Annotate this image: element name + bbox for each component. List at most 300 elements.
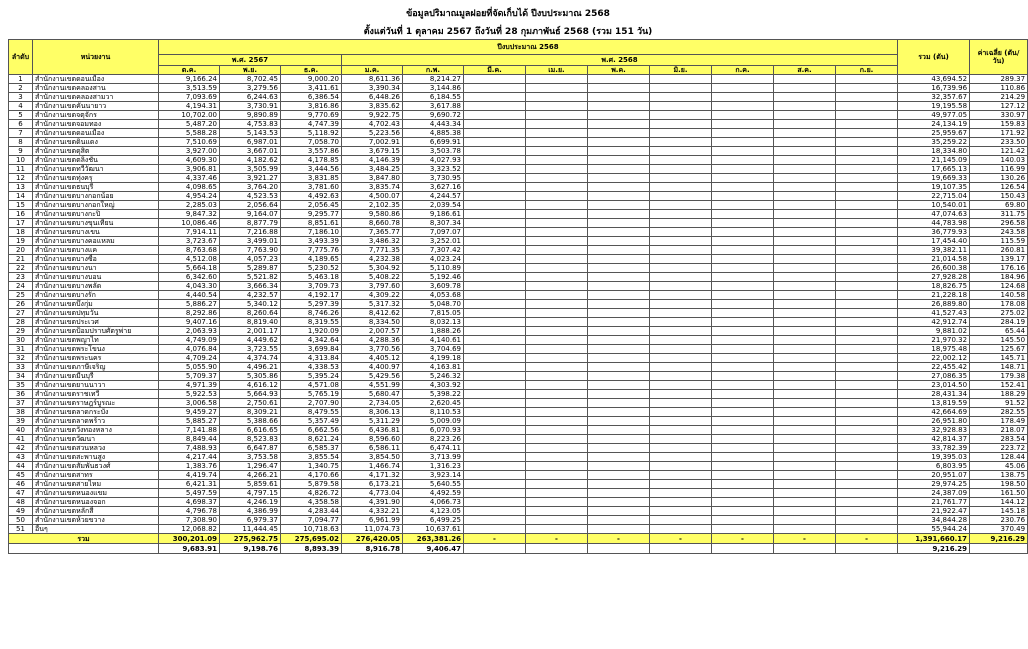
row-month-value: 2,056.64 [220, 201, 281, 210]
row-month-value: 2,056.45 [281, 201, 342, 210]
row-empty-month [774, 327, 836, 336]
row-total: 19,195.58 [898, 102, 970, 111]
row-empty-month [464, 489, 526, 498]
row-empty-month [774, 417, 836, 426]
row-empty-month [464, 147, 526, 156]
row-empty-month [712, 147, 774, 156]
row-empty-month [650, 183, 712, 192]
row-empty-month [836, 183, 898, 192]
row-empty-month [650, 453, 712, 462]
row-empty-month [526, 183, 588, 192]
row-empty-month [774, 507, 836, 516]
row-empty-month [588, 219, 650, 228]
row-month-value: 6,184.55 [403, 93, 464, 102]
row-empty-month [774, 435, 836, 444]
row-average: 179.38 [970, 372, 1028, 381]
row-month-value: 5,463.18 [281, 273, 342, 282]
row-empty-month [774, 183, 836, 192]
row-empty-month [836, 165, 898, 174]
row-month-value: 2,063.93 [159, 327, 220, 336]
row-month-value: 4,616.12 [220, 381, 281, 390]
row-seq: 25 [9, 291, 33, 300]
average-empty [650, 544, 712, 554]
row-empty-month [712, 426, 774, 435]
row-month-value: 8,877.79 [220, 219, 281, 228]
row-total: 42,814.37 [898, 435, 970, 444]
row-empty-month [588, 390, 650, 399]
row-seq: 14 [9, 192, 33, 201]
row-empty-month [526, 408, 588, 417]
row-empty-month [836, 309, 898, 318]
row-empty-month [712, 453, 774, 462]
row-unit-name: สำนักงานเขตลาดพร้าว [33, 417, 159, 426]
table-row [9, 363, 1028, 372]
row-month-value: 4,288.36 [342, 336, 403, 345]
row-month-value: 4,146.39 [342, 156, 403, 165]
row-empty-month [836, 327, 898, 336]
row-unit-name: สำนักงานเขตบางบอน [33, 273, 159, 282]
row-month-value: 4,492.59 [403, 489, 464, 498]
row-average: 282.55 [970, 408, 1028, 417]
row-average: 45.06 [970, 462, 1028, 471]
row-empty-month [526, 516, 588, 525]
row-month-value: 5,398.22 [403, 390, 464, 399]
row-total: 26,951.80 [898, 417, 970, 426]
row-empty-month [712, 102, 774, 111]
row-month-value: 4,449.62 [220, 336, 281, 345]
row-seq: 48 [9, 498, 33, 507]
row-month-value: 4,232.57 [220, 291, 281, 300]
grand-total: 1,391,660.17 [898, 534, 970, 544]
month-header: ก.ย. [836, 66, 898, 75]
row-month-value: 4,098.65 [159, 183, 220, 192]
row-empty-month [836, 417, 898, 426]
row-empty-month [464, 309, 526, 318]
row-seq: 23 [9, 273, 33, 282]
row-empty-month [588, 237, 650, 246]
row-empty-month [526, 471, 588, 480]
row-empty-month [650, 201, 712, 210]
row-empty-month [650, 354, 712, 363]
row-empty-month [526, 435, 588, 444]
row-month-value: 6,244.63 [220, 93, 281, 102]
row-empty-month [774, 282, 836, 291]
row-month-value: 9,890.89 [220, 111, 281, 120]
row-empty-month [588, 84, 650, 93]
row-seq: 15 [9, 201, 33, 210]
row-empty-month [774, 372, 836, 381]
row-empty-month [774, 102, 836, 111]
row-empty-month [836, 120, 898, 129]
row-seq: 46 [9, 480, 33, 489]
row-month-value: 3,854.50 [342, 453, 403, 462]
table-row [9, 525, 1028, 534]
row-empty-month [588, 507, 650, 516]
row-month-value: 7,914.11 [159, 228, 220, 237]
row-total: 42,912.74 [898, 318, 970, 327]
row-seq: 51 [9, 525, 33, 534]
row-empty-month [774, 408, 836, 417]
row-empty-month [774, 453, 836, 462]
row-month-value: 4,523.53 [220, 192, 281, 201]
row-empty-month [650, 372, 712, 381]
row-month-value: 4,066.73 [403, 498, 464, 507]
row-empty-month [588, 264, 650, 273]
average-empty [526, 544, 588, 554]
row-month-value: 8,306.13 [342, 408, 403, 417]
table-row [9, 93, 1028, 102]
row-empty-month [464, 435, 526, 444]
totals-dash: - [712, 534, 774, 544]
row-total: 42,664.69 [898, 408, 970, 417]
row-empty-month [526, 273, 588, 282]
row-empty-month [836, 354, 898, 363]
table-row [9, 192, 1028, 201]
row-average: 188.29 [970, 390, 1028, 399]
row-empty-month [464, 120, 526, 129]
row-empty-month [588, 102, 650, 111]
row-empty-month [526, 210, 588, 219]
row-empty-month [526, 372, 588, 381]
row-average: 214.29 [970, 93, 1028, 102]
row-month-value: 7,488.93 [159, 444, 220, 453]
row-total: 32,357.67 [898, 93, 970, 102]
row-empty-month [836, 498, 898, 507]
row-month-value: 3,505.99 [220, 165, 281, 174]
row-month-value: 7,307.42 [403, 246, 464, 255]
row-empty-month [650, 507, 712, 516]
average-empty [836, 544, 898, 554]
row-empty-month [712, 201, 774, 210]
row-empty-month [712, 129, 774, 138]
row-month-value: 3,770.56 [342, 345, 403, 354]
row-empty-month [464, 210, 526, 219]
month-header: ธ.ค. [281, 66, 342, 75]
row-month-value: 7,186.10 [281, 228, 342, 237]
row-empty-month [464, 75, 526, 84]
row-month-value: 3,486.32 [342, 237, 403, 246]
row-empty-month [464, 129, 526, 138]
row-empty-month [526, 480, 588, 489]
row-month-value: 4,954.24 [159, 192, 220, 201]
row-empty-month [774, 381, 836, 390]
row-empty-month [526, 192, 588, 201]
row-empty-month [464, 525, 526, 534]
row-seq: 19 [9, 237, 33, 246]
row-average: 176.16 [970, 264, 1028, 273]
row-average: 159.83 [970, 120, 1028, 129]
row-average: 296.58 [970, 219, 1028, 228]
row-month-value: 5,246.32 [403, 372, 464, 381]
table-row [9, 102, 1028, 111]
row-month-value: 4,440.54 [159, 291, 220, 300]
row-month-value: 6,474.11 [403, 444, 464, 453]
row-unit-name: สำนักงานเขตบางซื่อ [33, 255, 159, 264]
row-seq: 35 [9, 381, 33, 390]
row-unit-name: สำนักงานเขตบางรัก [33, 291, 159, 300]
row-empty-month [526, 399, 588, 408]
row-seq: 33 [9, 363, 33, 372]
row-unit-name: สำนักงานเขตราชเทวี [33, 390, 159, 399]
row-empty-month [712, 417, 774, 426]
row-empty-month [526, 102, 588, 111]
row-month-value: 2,007.57 [342, 327, 403, 336]
row-average: 144.12 [970, 498, 1028, 507]
row-month-value: 4,374.74 [220, 354, 281, 363]
row-empty-month [526, 165, 588, 174]
row-month-value: 5,664.18 [159, 264, 220, 273]
row-month-value: 9,580.86 [342, 210, 403, 219]
row-seq: 50 [9, 516, 33, 525]
row-unit-name: สำนักงานเขตปทุมวัน [33, 309, 159, 318]
row-month-value: 3,390.34 [342, 84, 403, 93]
row-empty-month [712, 84, 774, 93]
row-month-value: 5,230.52 [281, 264, 342, 273]
row-empty-month [650, 525, 712, 534]
table-row [9, 183, 1028, 192]
row-average: 233.50 [970, 138, 1028, 147]
table-row [9, 237, 1028, 246]
row-empty-month [712, 444, 774, 453]
row-month-value: 8,596.60 [342, 435, 403, 444]
row-month-value: 5,640.55 [403, 480, 464, 489]
row-empty-month [588, 309, 650, 318]
row-empty-month [774, 345, 836, 354]
row-empty-month [588, 300, 650, 309]
row-average: 140.58 [970, 291, 1028, 300]
row-month-value: 11,074.73 [342, 525, 403, 534]
row-unit-name: อื่นๆ [33, 525, 159, 534]
row-empty-month [650, 399, 712, 408]
row-month-value: 9,847.32 [159, 210, 220, 219]
row-empty-month [774, 165, 836, 174]
row-empty-month [650, 417, 712, 426]
row-empty-month [464, 372, 526, 381]
totals-dash: - [650, 534, 712, 544]
row-month-value: 4,337.46 [159, 174, 220, 183]
row-unit-name: สำนักงานเขตป้อมปราบศัตรูพ่าย [33, 327, 159, 336]
row-unit-name: สำนักงานเขตทวีวัฒนา [33, 165, 159, 174]
row-empty-month [836, 156, 898, 165]
row-empty-month [774, 138, 836, 147]
totals-dash: - [464, 534, 526, 544]
row-empty-month [588, 291, 650, 300]
table-row [9, 426, 1028, 435]
row-empty-month [464, 102, 526, 111]
row-total: 24,134.19 [898, 120, 970, 129]
row-empty-month [526, 390, 588, 399]
row-total: 19,669.33 [898, 174, 970, 183]
row-month-value: 5,297.39 [281, 300, 342, 309]
row-month-value: 6,070.93 [403, 426, 464, 435]
row-month-value: 3,927.00 [159, 147, 220, 156]
row-empty-month [588, 273, 650, 282]
row-seq: 5 [9, 111, 33, 120]
totals-dash: - [836, 534, 898, 544]
row-month-value: 4,419.74 [159, 471, 220, 480]
row-empty-month [650, 489, 712, 498]
row-empty-month [774, 237, 836, 246]
table-row [9, 453, 1028, 462]
row-month-value: 9,407.16 [159, 318, 220, 327]
totals-month-value: 263,381.26 [403, 534, 464, 544]
row-month-value: 4,512.08 [159, 255, 220, 264]
row-average: 124.68 [970, 282, 1028, 291]
row-month-value: 8,307.34 [403, 219, 464, 228]
row-empty-month [526, 93, 588, 102]
row-seq: 7 [9, 129, 33, 138]
row-month-value: 3,923.14 [403, 471, 464, 480]
row-month-value: 5,317.32 [342, 300, 403, 309]
row-empty-month [712, 156, 774, 165]
row-empty-month [836, 408, 898, 417]
row-month-value: 9,690.72 [403, 111, 464, 120]
row-empty-month [712, 498, 774, 507]
row-empty-month [836, 201, 898, 210]
row-empty-month [712, 381, 774, 390]
row-month-value: 5,340.12 [220, 300, 281, 309]
row-unit-name: สำนักงานเขตบางนา [33, 264, 159, 273]
row-empty-month [712, 345, 774, 354]
row-empty-month [464, 138, 526, 147]
row-unit-name: สำนักงานเขตคลองสาน [33, 84, 159, 93]
row-unit-name: สำนักงานเขตดอนเมือง [33, 75, 159, 84]
row-month-value: 4,386.99 [220, 507, 281, 516]
row-seq: 49 [9, 507, 33, 516]
row-month-value: 4,496.21 [220, 363, 281, 372]
row-month-value: 2,750.61 [220, 399, 281, 408]
report-title: ข้อมูลปริมาณมูลฝอยที่จัดเก็บได้ ปีงบประมาณ 2568 [406, 9, 610, 19]
row-empty-month [650, 165, 712, 174]
row-empty-month [774, 246, 836, 255]
row-empty-month [774, 264, 836, 273]
row-empty-month [836, 489, 898, 498]
row-empty-month [836, 300, 898, 309]
row-empty-month [464, 336, 526, 345]
row-total: 55,944.24 [898, 525, 970, 534]
row-seq: 13 [9, 183, 33, 192]
row-empty-month [712, 273, 774, 282]
row-empty-month [588, 192, 650, 201]
row-empty-month [836, 390, 898, 399]
row-empty-month [526, 525, 588, 534]
row-average: 69.80 [970, 201, 1028, 210]
month-header: ต.ค. [159, 66, 220, 75]
row-empty-month [774, 480, 836, 489]
row-month-value: 4,443.34 [403, 120, 464, 129]
row-empty-month [774, 516, 836, 525]
table-row [9, 480, 1028, 489]
row-month-value: 3,723.67 [159, 237, 220, 246]
row-month-value: 3,764.20 [220, 183, 281, 192]
row-month-value: 4,057.23 [220, 255, 281, 264]
table-row [9, 507, 1028, 516]
row-seq: 47 [9, 489, 33, 498]
row-month-value: 4,797.15 [220, 489, 281, 498]
row-empty-month [650, 291, 712, 300]
row-month-value: 3,493.39 [281, 237, 342, 246]
month-header: มิ.ย. [650, 66, 712, 75]
row-empty-month [526, 381, 588, 390]
row-month-value: 4,342.64 [281, 336, 342, 345]
totals-month-value: 275,695.02 [281, 534, 342, 544]
row-empty-month [464, 345, 526, 354]
row-month-value: 9,922.75 [342, 111, 403, 120]
row-average: 150.43 [970, 192, 1028, 201]
row-empty-month [774, 309, 836, 318]
row-empty-month [588, 75, 650, 84]
row-unit-name: สำนักงานเขตบางพลัด [33, 282, 159, 291]
row-empty-month [712, 255, 774, 264]
row-unit-name: สำนักงานเขตทุ่งครุ [33, 174, 159, 183]
row-month-value: 2,620.45 [403, 399, 464, 408]
row-month-value: 4,338.53 [281, 363, 342, 372]
row-empty-month [836, 237, 898, 246]
row-total: 18,975.48 [898, 345, 970, 354]
row-empty-month [836, 228, 898, 237]
row-total: 22,455.42 [898, 363, 970, 372]
row-month-value: 4,747.39 [281, 120, 342, 129]
row-empty-month [650, 309, 712, 318]
table-row [9, 390, 1028, 399]
row-unit-name: สำนักงานเขตมีนบุรี [33, 372, 159, 381]
row-month-value: 6,586.11 [342, 444, 403, 453]
row-average: 171.92 [970, 129, 1028, 138]
row-total: 35,259.22 [898, 138, 970, 147]
row-month-value: 4,163.81 [403, 363, 464, 372]
row-month-value: 4,053.68 [403, 291, 464, 300]
row-empty-month [712, 246, 774, 255]
row-empty-month [650, 471, 712, 480]
row-month-value: 3,847.80 [342, 174, 403, 183]
row-empty-month [650, 219, 712, 228]
row-month-value: 3,499.01 [220, 237, 281, 246]
row-empty-month [836, 273, 898, 282]
row-month-value: 12,068.82 [159, 525, 220, 534]
month-header: เม.ย. [526, 66, 588, 75]
row-empty-month [588, 138, 650, 147]
row-average: 260.81 [970, 246, 1028, 255]
row-empty-month [464, 354, 526, 363]
row-empty-month [774, 111, 836, 120]
row-month-value: 1,466.74 [342, 462, 403, 471]
row-average: 178.49 [970, 417, 1028, 426]
row-month-value: 3,921.27 [220, 174, 281, 183]
row-average: 223.72 [970, 444, 1028, 453]
row-month-value: 8,334.50 [342, 318, 403, 327]
row-empty-month [588, 156, 650, 165]
row-month-value: 10,702.00 [159, 111, 220, 120]
row-month-value: 8,214.27 [403, 75, 464, 84]
row-empty-month [836, 93, 898, 102]
row-unit-name: สำนักงานเขตคันนายาว [33, 102, 159, 111]
row-month-value: 8,621.24 [281, 435, 342, 444]
row-month-value: 1,383.76 [159, 462, 220, 471]
row-unit-name: สำนักงานเขตคลองสามวา [33, 93, 159, 102]
row-average: 139.17 [970, 255, 1028, 264]
row-month-value: 10,086.46 [159, 219, 220, 228]
row-month-value: 4,171.32 [342, 471, 403, 480]
row-empty-month [588, 336, 650, 345]
row-empty-month [774, 363, 836, 372]
row-total: 44,783.98 [898, 219, 970, 228]
row-seq: 43 [9, 453, 33, 462]
row-month-value: 6,173.21 [342, 480, 403, 489]
row-month-value: 7,002.91 [342, 138, 403, 147]
row-month-value: 2,001.17 [220, 327, 281, 336]
row-month-value: 4,773.04 [342, 489, 403, 498]
table-row [9, 354, 1028, 363]
